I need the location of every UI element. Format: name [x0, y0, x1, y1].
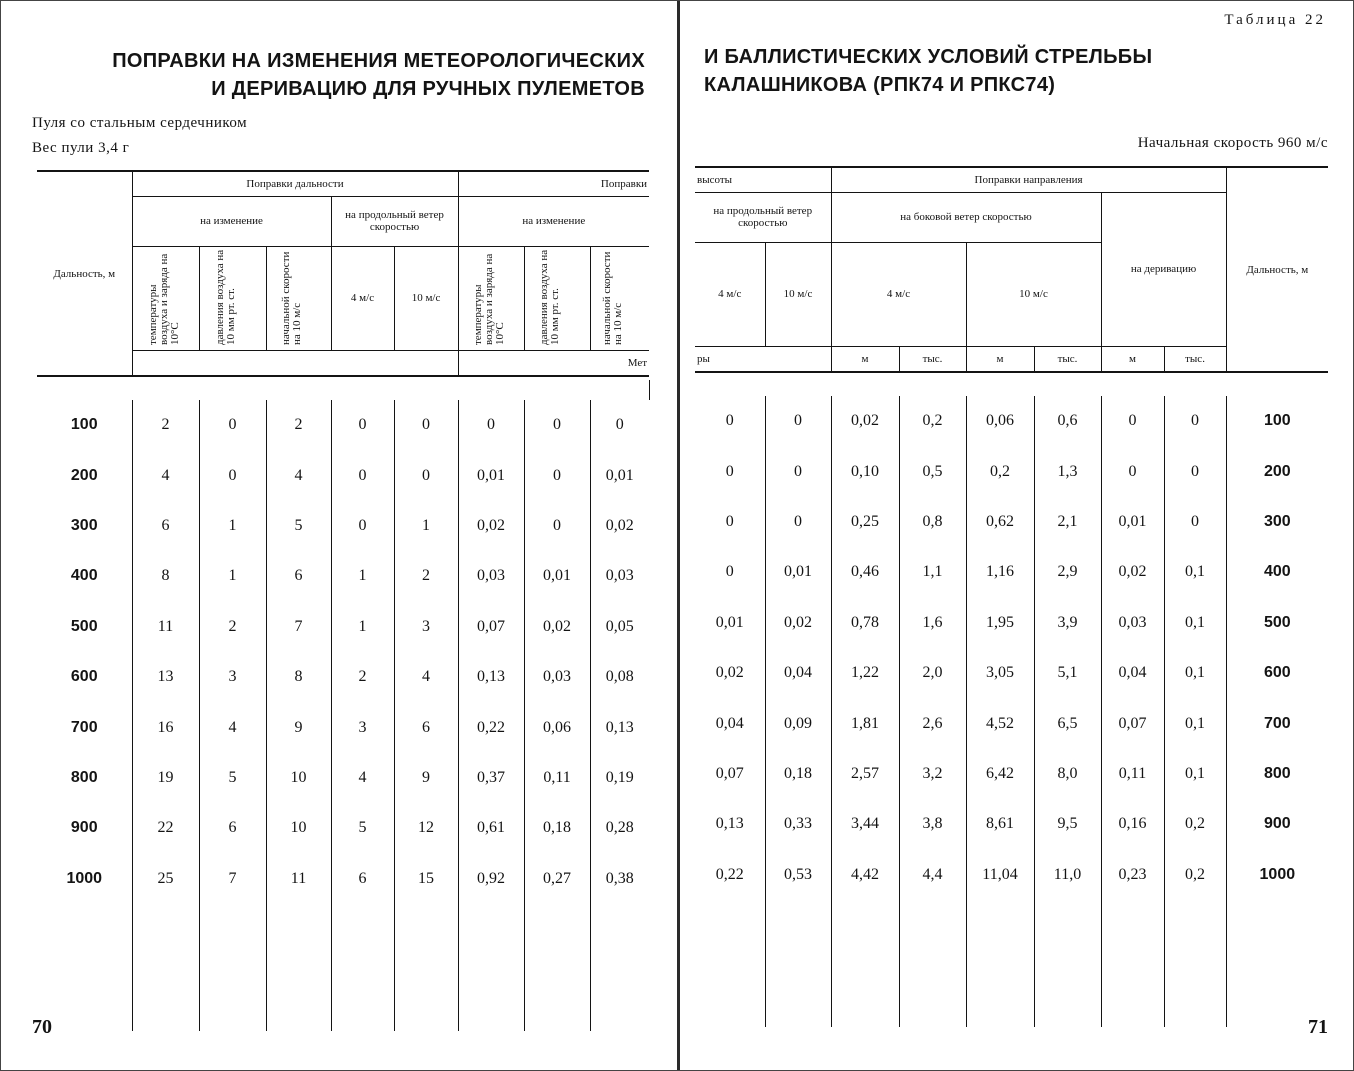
unit-tys-3: тыс. — [1164, 346, 1226, 372]
right-table-row — [695, 598, 1328, 648]
right-table-row — [695, 446, 1328, 496]
pressure-header-2: давления воздуха на 10 мм рт. ст. — [524, 246, 590, 350]
right-table-cell: 3,2 — [899, 749, 966, 799]
right-wind-4-header: 4 м/с — [695, 242, 765, 346]
left-table-cell: 0 — [524, 450, 590, 500]
right-table-cell: 0 — [765, 396, 831, 446]
left-table-cell: 800 — [37, 753, 132, 803]
left-table-cell: 0,92 — [458, 854, 524, 904]
right-table-cell: 0,2 — [1164, 850, 1226, 900]
right-table-cell: 0,46 — [831, 547, 899, 597]
left-table-cell: 0,02 — [458, 501, 524, 551]
left-page-number: 70 — [32, 1016, 52, 1038]
right-table-cell: 0,25 — [831, 497, 899, 547]
left-table-cell: 4 — [331, 753, 394, 803]
left-table-row — [37, 753, 649, 803]
left-table-cell: 19 — [132, 753, 199, 803]
right-table-cell: 4,4 — [899, 850, 966, 900]
right-table-cell: 0 — [1164, 497, 1226, 547]
left-table-cell: 3 — [331, 702, 394, 752]
left-table-cell: 3 — [394, 602, 458, 652]
right-wind-10-header: 10 м/с — [765, 242, 831, 346]
right-table-cell: 3,05 — [966, 648, 1034, 698]
unit-m-1: м — [831, 346, 899, 372]
left-table-cell: 11 — [132, 602, 199, 652]
temperature-header: температуры воздуха и заряда на 10°С — [132, 246, 199, 350]
right-table-row — [695, 749, 1328, 799]
left-table-cell: 1 — [331, 602, 394, 652]
right-table-row — [695, 698, 1328, 748]
right-table-row — [695, 799, 1328, 849]
left-table-cell: 0,27 — [524, 854, 590, 904]
right-table-cell: 2,6 — [899, 698, 966, 748]
right-table-cell: 0,8 — [899, 497, 966, 547]
right-table-cell: 0,10 — [831, 446, 899, 496]
right-table-cell: 3,44 — [831, 799, 899, 849]
bullet-weight: Вес пули 3,4 г — [32, 140, 130, 156]
side-wind-10-header: 10 м/с — [966, 242, 1101, 346]
left-table-cell: 0,38 — [605, 869, 634, 887]
left-table-cell: 1 — [331, 551, 394, 601]
right-table-cell: 1,1 — [899, 547, 966, 597]
left-table-row — [37, 803, 649, 853]
left-corrections-table — [37, 170, 650, 1031]
left-table-cell: 0,19 — [605, 768, 634, 786]
left-table-cell: 9 — [266, 702, 331, 752]
left-table-cell: 13 — [132, 652, 199, 702]
left-table-cell: 9 — [394, 753, 458, 803]
left-table-row — [37, 501, 649, 551]
right-table-cell: 700 — [1263, 714, 1291, 732]
pressure-header: давления воздуха на 10 мм рт. ст. — [199, 246, 266, 350]
left-table-cell: 5 — [331, 803, 394, 853]
right-table-cell: 0,07 — [1101, 698, 1164, 748]
left-table-cell: 0 — [524, 400, 590, 450]
left-table-cell: 400 — [37, 551, 132, 601]
left-table-cell: 0,61 — [458, 803, 524, 853]
right-table-cell: 0,33 — [765, 799, 831, 849]
right-table-cell: 0,02 — [1101, 547, 1164, 597]
right-table-cell: 0,1 — [1164, 749, 1226, 799]
unit-tys-2: тыс. — [1034, 346, 1101, 372]
left-table-cell: 25 — [132, 854, 199, 904]
right-table-cell: 0,23 — [1101, 850, 1164, 900]
right-table-cell: 200 — [1263, 462, 1291, 480]
right-table-cell: 0,01 — [765, 547, 831, 597]
right-page-number: 71 — [1308, 1016, 1328, 1038]
right-table-cell: 0,01 — [1101, 497, 1164, 547]
right-table-cell: 0,1 — [1164, 598, 1226, 648]
left-table-cell: 0 — [331, 450, 394, 500]
right-table-cell: 2,9 — [1034, 547, 1101, 597]
left-table-cell: 0 — [199, 400, 266, 450]
right-table-cell: 0 — [1164, 446, 1226, 496]
right-table-cell: 600 — [1263, 664, 1291, 682]
left-table-cell: 200 — [37, 450, 132, 500]
left-table-row — [37, 400, 649, 450]
right-longitudinal-wind-header: на продольный ветер скоростью — [695, 192, 831, 242]
left-table-cell: 0,01 — [605, 466, 634, 484]
right-table-cell: 0,2 — [966, 446, 1034, 496]
left-table-cell: 0,07 — [458, 602, 524, 652]
left-table-cell: 0,01 — [458, 450, 524, 500]
right-page-title — [704, 43, 1152, 99]
left-table-cell: 4 — [394, 652, 458, 702]
left-table-cell: 1 — [199, 501, 266, 551]
left-table-cell: 10 — [266, 803, 331, 853]
right-table-cell: 4,52 — [966, 698, 1034, 748]
on-change-header: на изменение — [132, 196, 331, 246]
right-table-cell: 11,0 — [1034, 850, 1101, 900]
left-table-cell: 0 — [394, 450, 458, 500]
left-table-cell: 0,13 — [458, 652, 524, 702]
left-table-cell: 0,03 — [524, 652, 590, 702]
left-table-cell: 7 — [199, 854, 266, 904]
left-table-cell: 1000 — [37, 854, 132, 904]
right-table-cell: 900 — [1263, 815, 1291, 833]
right-corrections-table — [695, 166, 1328, 1027]
left-table-row — [37, 450, 649, 500]
right-table-cell: 2,0 — [899, 648, 966, 698]
left-table-cell: 10 — [266, 753, 331, 803]
right-table-cell: 0,1 — [1164, 648, 1226, 698]
left-table-cell: 1 — [199, 551, 266, 601]
right-table-cell: 8,61 — [966, 799, 1034, 849]
right-table-cell: 0,18 — [765, 749, 831, 799]
right-table-row — [695, 547, 1328, 597]
wind-4-header: 4 м/с — [331, 246, 394, 350]
unit-m-2: м — [966, 346, 1034, 372]
left-table-cell: 0 — [331, 400, 394, 450]
right-table-cell: 0,78 — [831, 598, 899, 648]
right-table-cell: 4,42 — [831, 850, 899, 900]
right-table-cell: 0 — [1101, 396, 1164, 446]
right-table-cell: 0,06 — [966, 396, 1034, 446]
left-table-cell: 5 — [266, 501, 331, 551]
right-table-cell: 9,5 — [1034, 799, 1101, 849]
right-table-row — [695, 648, 1328, 698]
left-table-cell: 16 — [132, 702, 199, 752]
left-table-cell: 7 — [266, 602, 331, 652]
left-table-cell: 2 — [266, 400, 331, 450]
left-table-cell: 0 — [199, 450, 266, 500]
left-table-cell: 0,01 — [524, 551, 590, 601]
right-table-cell: 0 — [695, 497, 765, 547]
unit-tys-1: тыс. — [899, 346, 966, 372]
right-table-cell: 8,0 — [1034, 749, 1101, 799]
right-table-cell: 0,07 — [695, 749, 765, 799]
right-table-cell: 0,6 — [1034, 396, 1101, 446]
unit-m-3: м — [1101, 346, 1164, 372]
left-table-cell: 0,03 — [458, 551, 524, 601]
left-title-line-2: И ДЕРИВАЦИЮ ДЛЯ РУЧНЫХ ПУЛЕМЕТОВ — [211, 78, 645, 100]
right-table-cell: 0,5 — [899, 446, 966, 496]
left-table-cell: 6 — [394, 702, 458, 752]
left-table-cell: 900 — [37, 803, 132, 853]
table-number: Таблица 22 — [1224, 12, 1326, 28]
left-table-cell: 8 — [132, 551, 199, 601]
muzzle-velocity-note: Начальная скорость 960 м/с — [1137, 135, 1328, 151]
right-table-cell: 0,04 — [695, 698, 765, 748]
left-table-cell: 300 — [37, 501, 132, 551]
left-table-cell: 0,13 — [605, 718, 634, 736]
temperature-header-2: температуры воздуха и заряда на 10°С — [458, 246, 524, 350]
left-table-cell: 6 — [132, 501, 199, 551]
left-table-cell: 0,08 — [605, 668, 634, 686]
right-table-cell: 0,02 — [695, 648, 765, 698]
right-table-row — [695, 850, 1328, 900]
right-table-cell: 0 — [695, 446, 765, 496]
left-table-cell: 15 — [394, 854, 458, 904]
right-table-cell: 0,02 — [831, 396, 899, 446]
left-table-cell: 0,28 — [605, 819, 634, 837]
right-table-cell: 0,13 — [695, 799, 765, 849]
right-table-cell: 0,16 — [1101, 799, 1164, 849]
right-title-line-2: КАЛАШНИКОВА (РПК74 И РПКС74) — [704, 74, 1056, 96]
right-table-cell: 2,1 — [1034, 497, 1101, 547]
left-table-cell: 11 — [266, 854, 331, 904]
right-table-cell: 0,09 — [765, 698, 831, 748]
longitudinal-wind-header: на продольный ветер скоростью — [331, 196, 458, 246]
left-table-cell: 0,02 — [605, 516, 634, 534]
range-header: Дальность, м — [37, 171, 132, 376]
left-table-cell: 0,18 — [524, 803, 590, 853]
left-table-cell: 4 — [266, 450, 331, 500]
left-table-cell: 500 — [37, 602, 132, 652]
left-table-cell: 0,37 — [458, 753, 524, 803]
left-table-cell: 5 — [199, 753, 266, 803]
right-table-cell: 0,01 — [695, 598, 765, 648]
right-table-cell: 0,1 — [1164, 698, 1226, 748]
range-corrections-header: Поправки дальности — [132, 171, 458, 196]
left-table-cell: 700 — [37, 702, 132, 752]
right-table-cell: 0 — [695, 396, 765, 446]
left-table-cell: 6 — [331, 854, 394, 904]
left-table-cell: 0 — [524, 501, 590, 551]
right-table-cell: 6,42 — [966, 749, 1034, 799]
right-table-cell: 1000 — [1259, 865, 1296, 883]
unit-m-header: Мет — [458, 350, 649, 376]
left-table-cell: 0 — [615, 416, 624, 434]
bullet-type: Пуля со стальным сердечником — [32, 115, 248, 131]
right-table-cell: 0 — [695, 547, 765, 597]
left-table-cell: 2 — [132, 400, 199, 450]
left-table-cell: 4 — [199, 702, 266, 752]
right-table-cell: 0,04 — [765, 648, 831, 698]
right-table-cell: 0 — [1101, 446, 1164, 496]
derivation-header: на деривацию — [1101, 192, 1226, 346]
right-table-row — [695, 396, 1328, 446]
left-table-cell: 0,03 — [605, 567, 634, 585]
left-title-line-1: ПОПРАВКИ НА ИЗМЕНЕНИЯ МЕТЕОРОЛОГИЧЕСКИХ — [112, 50, 645, 72]
left-table-row — [37, 652, 649, 702]
left-table-cell: 0 — [458, 400, 524, 450]
left-table-cell: 0 — [394, 400, 458, 450]
heights-header: высоты — [695, 167, 831, 192]
right-table-cell: 0 — [765, 497, 831, 547]
side-wind-4-header: 4 м/с — [831, 242, 966, 346]
right-table-cell: 1,3 — [1034, 446, 1101, 496]
left-table-cell: 100 — [37, 400, 132, 450]
right-table-cell: 500 — [1263, 613, 1291, 631]
left-table-row — [37, 602, 649, 652]
right-table-cell: 0 — [1164, 396, 1226, 446]
left-table-cell: 0,02 — [524, 602, 590, 652]
right-table-cell: 0,1 — [1164, 547, 1226, 597]
left-table-cell: 2 — [394, 551, 458, 601]
right-page — [680, 0, 1354, 1071]
right-table-cell: 1,16 — [966, 547, 1034, 597]
muzzle-velocity-header: начальной скорости на 10 м/с — [266, 246, 331, 350]
height-corrections-header: Поправки — [458, 171, 649, 196]
direction-corrections-header: Поправки направления — [831, 167, 1226, 192]
right-table-cell: 11,04 — [966, 850, 1034, 900]
on-change-header-2: на изменение — [458, 196, 649, 246]
right-table-body — [695, 376, 1328, 1027]
left-table-cell: 12 — [394, 803, 458, 853]
left-table-cell: 0,22 — [458, 702, 524, 752]
right-table-cell: 1,22 — [831, 648, 899, 698]
right-table-cell: 400 — [1263, 563, 1291, 581]
muzzle-velocity-header-2: начальной скорости на 10 м/с — [600, 251, 624, 345]
left-table-row — [37, 551, 649, 601]
left-page-title — [112, 47, 645, 103]
right-title-line-1: И БАЛЛИСТИЧЕСКИХ УСЛОВИЙ СТРЕЛЬБЫ — [704, 46, 1153, 68]
left-table-cell: 1 — [394, 501, 458, 551]
right-table-cell: 0,22 — [695, 850, 765, 900]
right-table-cell: 0,62 — [966, 497, 1034, 547]
right-table-cell: 100 — [1263, 412, 1291, 430]
right-table-cell: 2,57 — [831, 749, 899, 799]
right-table-cell: 3,9 — [1034, 598, 1101, 648]
right-table-cell: 0,02 — [765, 598, 831, 648]
left-table-cell: 0,06 — [524, 702, 590, 752]
left-table-cell: 4 — [132, 450, 199, 500]
right-table-cell: 0,53 — [765, 850, 831, 900]
left-table-cell: 6 — [266, 551, 331, 601]
left-table-cell: 0,11 — [524, 753, 590, 803]
right-table-cell: 0,11 — [1101, 749, 1164, 799]
left-table-row — [37, 702, 649, 752]
left-table-cell: 2 — [199, 602, 266, 652]
right-table-cell: 0,2 — [1164, 799, 1226, 849]
left-table-cell: 2 — [331, 652, 394, 702]
left-table-cell: 6 — [199, 803, 266, 853]
side-wind-header: на боковой ветер скоростью — [831, 192, 1101, 242]
right-range-header: Дальность, м — [1246, 263, 1309, 276]
left-table-cell: 0 — [331, 501, 394, 551]
right-table-cell: 5,1 — [1034, 648, 1101, 698]
left-table-cell: 0,05 — [605, 617, 634, 635]
right-table-cell: 1,81 — [831, 698, 899, 748]
right-table-cell: 0,04 — [1101, 648, 1164, 698]
left-table-row — [37, 854, 649, 904]
wind-10-header: 10 м/с — [394, 246, 458, 350]
right-table-cell: 6,5 — [1034, 698, 1101, 748]
right-table-cell: 1,6 — [899, 598, 966, 648]
left-table-cell: 600 — [37, 652, 132, 702]
right-table-cell: 0,03 — [1101, 598, 1164, 648]
right-table-cell: 0,2 — [899, 396, 966, 446]
right-table-cell: 0 — [765, 446, 831, 496]
right-table-cell: 300 — [1263, 512, 1291, 530]
units-ry-header: ры — [695, 346, 831, 372]
left-table-cell: 3 — [199, 652, 266, 702]
right-table-cell: 3,8 — [899, 799, 966, 849]
left-table-cell: 22 — [132, 803, 199, 853]
left-table-body — [37, 380, 649, 1031]
right-table-cell: 1,95 — [966, 598, 1034, 648]
left-table-cell: 8 — [266, 652, 331, 702]
right-table-cell: 800 — [1263, 764, 1291, 782]
right-table-row — [695, 497, 1328, 547]
